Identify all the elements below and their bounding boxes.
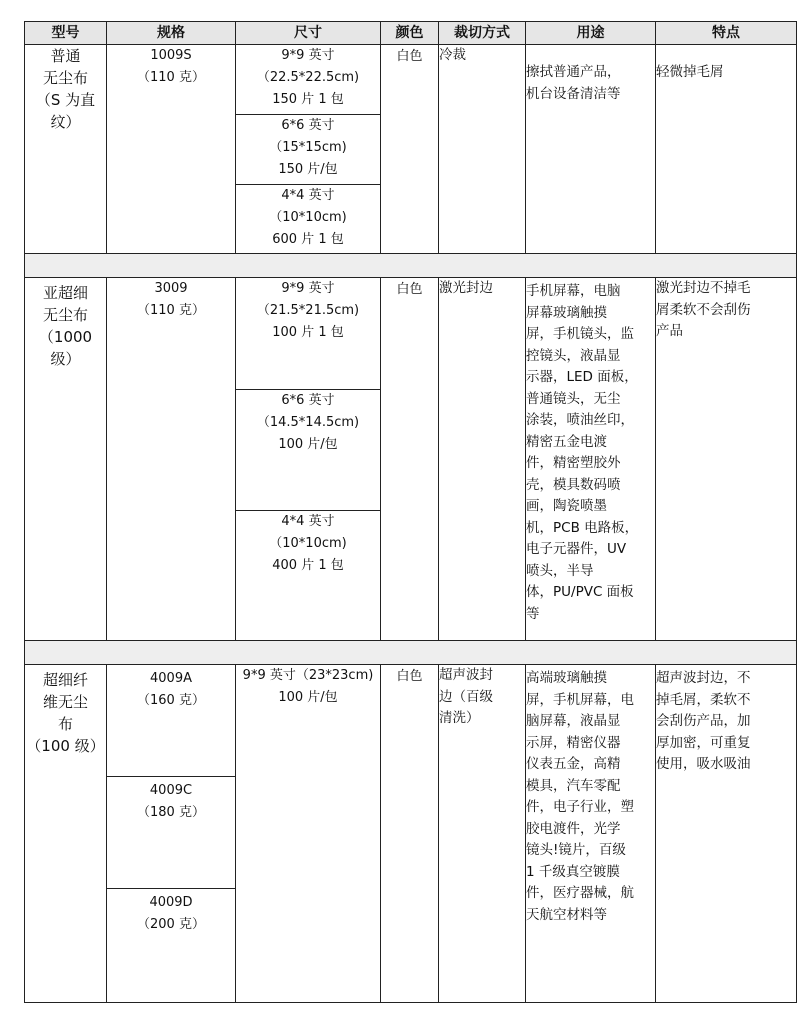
size-cell: 6*6 英寸 （15*15cm) 150 片/包 bbox=[236, 115, 381, 185]
header-row bbox=[25, 22, 797, 45]
header-feature: 特点 bbox=[656, 22, 797, 45]
spec-cell: 4009D （200 克） bbox=[107, 889, 236, 1003]
spec-cell: 1009S （110 克） bbox=[107, 45, 236, 254]
color-cell: 白色 bbox=[381, 45, 439, 254]
header-model: 型号 bbox=[25, 22, 107, 45]
color-cell: 白色 bbox=[381, 278, 439, 641]
model-cell: 普通 无尘布 （S 为直 纹） bbox=[25, 45, 107, 254]
table-row bbox=[25, 278, 797, 390]
header-cut: 裁切方式 bbox=[439, 22, 526, 45]
usage-cell: 高端玻璃触摸 屏，手机屏幕，电 脑屏幕，液晶显 示屏，精密仪器 仪表五金，高精 模具，汽车零配 件，电子行业，塑 胶电渡件，光学 镜头!镜片，百级 1 千级真空镀膜 件，医疗器械，航 天航空材料等 bbox=[526, 665, 656, 1003]
feature-cell: 激光封边不掉毛 屑柔软不会刮伤 产品 bbox=[656, 278, 797, 641]
header-spec: 规格 bbox=[107, 22, 236, 45]
separator-cell bbox=[25, 641, 797, 665]
usage-cell: 擦拭普通产品， 机台设备清洁等 bbox=[526, 45, 656, 254]
header-color: 颜色 bbox=[381, 22, 439, 45]
table-row bbox=[25, 45, 797, 115]
spec-table bbox=[24, 21, 797, 1003]
separator-row bbox=[25, 254, 797, 278]
separator-row bbox=[25, 641, 797, 665]
usage-cell: 手机屏幕，电脑 屏幕玻璃触摸 屏，手机镜头，监 控镜头，液晶显 示器，LED 面板， 普通镜头，无尘 涂装，喷油丝印， 精密五金电渡 件，精密塑胶外 壳，模具数码喷 画，陶瓷喷墨 机，PCB 电路板， 电子元器件，UV 喷头，半导 体，PU/PVC 面板 等 bbox=[526, 278, 656, 641]
spec-cell: 4009C （180 克） bbox=[107, 777, 236, 889]
size-cell: 9*9 英寸 （21.5*21.5cm) 100 片 1 包 bbox=[236, 278, 381, 390]
cut-cell: 冷裁 bbox=[439, 45, 526, 254]
model-cell: 超细纤 维无尘 布 （100 级） bbox=[25, 665, 107, 1003]
separator-cell bbox=[25, 254, 797, 278]
table-row bbox=[25, 665, 797, 777]
feature-cell: 轻微掉毛屑 bbox=[656, 45, 797, 254]
size-cell: 4*4 英寸 （10*10cm) 600 片 1 包 bbox=[236, 185, 381, 254]
model-cell: 亚超细 无尘布 （1000 级） bbox=[25, 278, 107, 641]
size-cell: 4*4 英寸 （10*10cm) 400 片 1 包 bbox=[236, 511, 381, 641]
size-cell: 9*9 英寸 （22.5*22.5cm) 150 片 1 包 bbox=[236, 45, 381, 115]
size-cell: 9*9 英寸（23*23cm) 100 片/包 bbox=[236, 665, 381, 1003]
cut-cell: 激光封边 bbox=[439, 278, 526, 641]
header-size: 尺寸 bbox=[236, 22, 381, 45]
size-cell: 6*6 英寸 （14.5*14.5cm) 100 片/包 bbox=[236, 390, 381, 511]
spec-cell: 3009 （110 克） bbox=[107, 278, 236, 641]
spec-cell: 4009A （160 克） bbox=[107, 665, 236, 777]
cut-cell: 超声波封 边（百级 清洗） bbox=[439, 665, 526, 1003]
color-cell: 白色 bbox=[381, 665, 439, 1003]
feature-cell: 超声波封边，不 掉毛屑，柔软不 会刮伤产品，加 厚加密，可重复 使用，吸水吸油 bbox=[656, 665, 797, 1003]
header-usage: 用途 bbox=[526, 22, 656, 45]
